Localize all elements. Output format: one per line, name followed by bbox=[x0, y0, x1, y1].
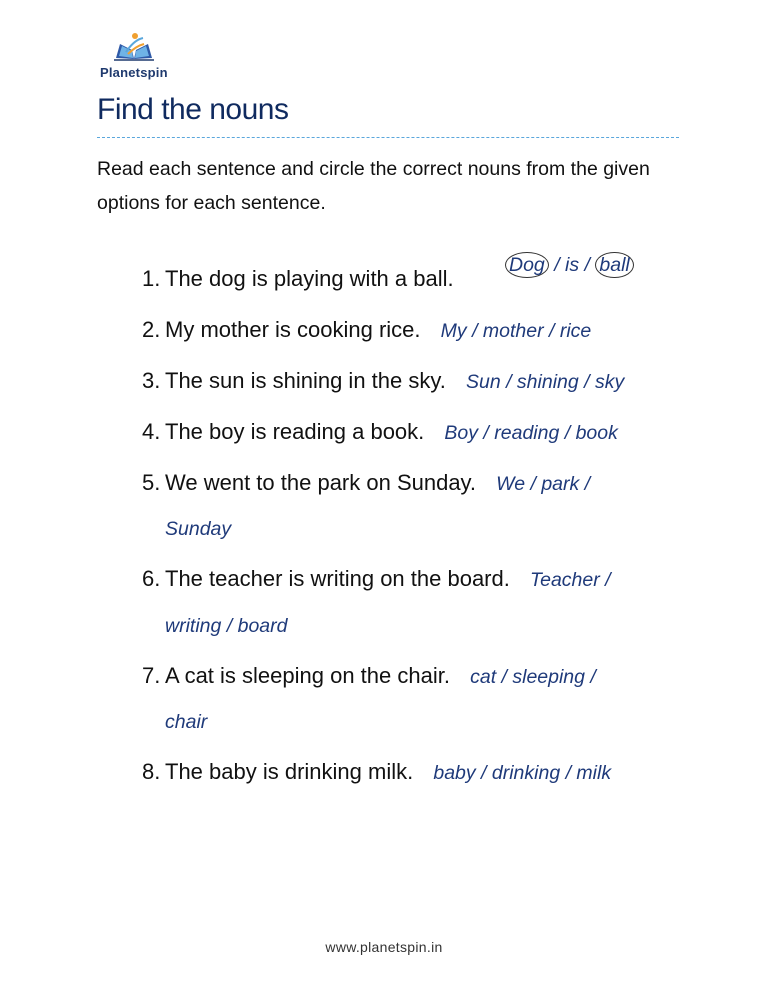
question-sentence: The sun is shining in the sky. bbox=[165, 368, 446, 393]
question-number: 6. bbox=[142, 566, 161, 591]
question-sentence: A cat is sleeping on the chair. bbox=[165, 663, 450, 688]
question-4 bbox=[142, 419, 618, 445]
question-number: 1. bbox=[142, 266, 161, 291]
question-options[interactable]: Boy / reading / book bbox=[444, 422, 618, 444]
question-7 bbox=[142, 663, 596, 689]
question-6-options-wrap[interactable]: writing / board bbox=[165, 615, 288, 637]
question-7-options-wrap[interactable]: chair bbox=[165, 711, 208, 733]
question-5-options-wrap[interactable]: Sunday bbox=[165, 518, 232, 540]
question-number: 5. bbox=[142, 470, 161, 495]
question-number: 8. bbox=[142, 759, 161, 784]
question-number: 7. bbox=[142, 663, 161, 688]
question-options[interactable]: cat / sleeping / bbox=[470, 666, 596, 688]
question-sentence: My mother is cooking rice. bbox=[165, 317, 421, 342]
title-divider bbox=[97, 137, 679, 138]
question-6 bbox=[142, 566, 611, 592]
open-book-icon bbox=[112, 32, 156, 62]
question-1-options bbox=[505, 252, 634, 278]
question-5 bbox=[142, 470, 590, 496]
question-sentence: We went to the park on Sunday. bbox=[165, 470, 477, 495]
question-options[interactable]: My / mother / rice bbox=[440, 320, 592, 342]
question-2 bbox=[142, 317, 591, 343]
option-circled[interactable]: Dog bbox=[505, 252, 549, 278]
question-options[interactable]: Teacher / bbox=[529, 569, 611, 591]
question-options[interactable]: We / park / bbox=[496, 473, 591, 495]
question-sentence: The teacher is writing on the board. bbox=[165, 566, 510, 591]
question-3 bbox=[142, 368, 624, 394]
option-separator: / bbox=[548, 254, 566, 276]
question-number: 4. bbox=[142, 419, 161, 444]
instructions-text: Read each sentence and circle the correct nouns from the given options for each sentence. bbox=[97, 158, 650, 214]
option[interactable]: is bbox=[565, 254, 580, 276]
footer-url[interactable]: www.planetspin.in bbox=[325, 939, 443, 955]
logo-text: Planetspin bbox=[100, 65, 168, 80]
brand-logo bbox=[100, 32, 170, 82]
question-number: 3. bbox=[142, 368, 161, 393]
question-sentence: The boy is reading a book. bbox=[165, 419, 425, 444]
question-8 bbox=[142, 759, 611, 785]
question-number: 2. bbox=[142, 317, 161, 342]
question-options[interactable]: baby / drinking / milk bbox=[433, 762, 612, 784]
option-separator: / bbox=[579, 254, 596, 276]
option-circled[interactable]: ball bbox=[595, 252, 633, 278]
page-title: Find the nouns bbox=[97, 93, 289, 126]
question-options[interactable]: Sun / shining / sky bbox=[465, 371, 625, 393]
question-sentence: The baby is drinking milk. bbox=[165, 759, 414, 784]
question-sentence: The dog is playing with a ball. bbox=[165, 266, 454, 291]
question-1 bbox=[142, 266, 454, 292]
